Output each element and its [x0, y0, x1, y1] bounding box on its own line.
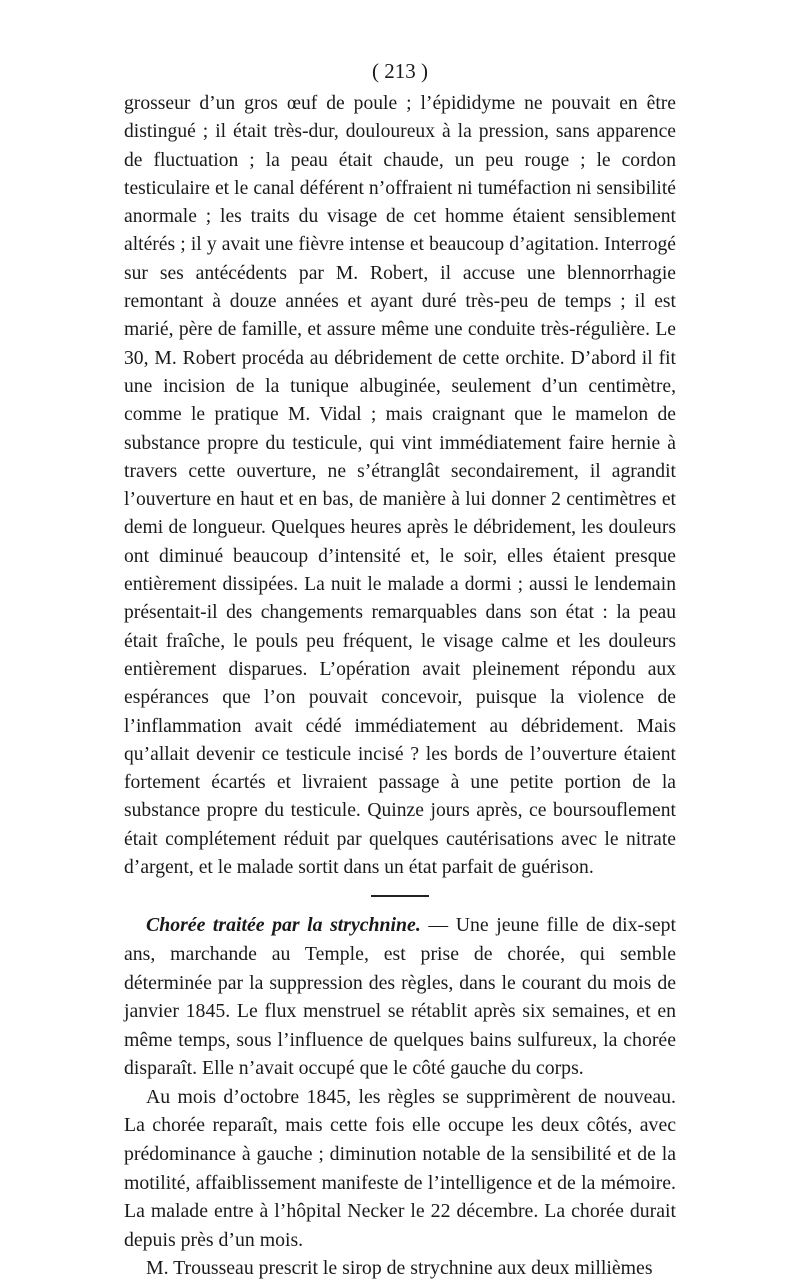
case-continuation-paragraph: grosseur d’un gros œuf de poule ; l’épididyme ne pouvait en être distingué ; il était très-dur, douloureux à la pression, sans apparence de fluctuation ; la peau était chaude, un peu rouge ; le cordon testiculaire et le canal déférent n’offraient ni tuméfaction ni sensibilité anormale ; les traits du visage de cet homme étaient sensiblement altérés ; il y avait une fièvre intense et beaucoup d’agitation. Interrogé sur ses antécédents par M. Robert, il accuse une blennorrhagie remontant à douze années et ayant duré très-peu de temps ; il est marié, père de famille, et assure même une conduite très-régulière. Le 30, M. Robert procéda au débridement de cette orchite. D’abord il fit une incision de la tunique albuginée, seulement d’un centimètre, comme le pratique M. Vidal ; mais craignant que le mamelon de substance propre du testicule, qui vint immédiatement faire hernie à travers cette ouverture, ne s’étranglât secondairement, il agrandit l’ouverture en haut et en bas, de manière à lui donner 2 centimètres et demi de longueur. Quelques heures après le débridement, les douleurs ont diminué beaucoup d’intensité et, le soir, elles étaient presque entièrement dissipées. La nuit le malade a dormi ; aussi le lendemain présentait-il des changements remarquables dans son état : la peau était fraîche, le pouls peu fréquent, le visage calme et les douleurs entièrement disparues. L’opération avait pleinement répondu aux espérances que l’on pouvait concevoir, puisque la violence de l’inflammation avait cédé immédiatement au débridement. Mais qu’allait devenir ce testicule incisé ? les bords de l’ouverture étaient fortement écartés et livraient passage à une petite portion de la substance propre du testicule. Quinze jours après, ce boursouflement était complétement réduit par quelques cautérisations avec le nitrate d’argent, et le malade sortit dans un état parfait de guérison. — [124, 93, 676, 879]
section-intro-text: — Une jeune fille de dix-sept ans, marchande au Temple, est prise de chorée, qui semble déterminée par la suppression des règles, dans le courant du mois de janvier 1845. Le flux menstruel se rétablit après six semaines, et en même temps, sous l’influence de quelques bains sulfureux, la chorée disparaît. Elle n’avait occupé que le côté gauche du corps. — [124, 914, 676, 1080]
section-title: Chorée traitée par la strychnine. — [146, 914, 421, 937]
page-number: ( 213 ) — [372, 59, 428, 83]
chorea-relapse-paragraph: Au mois d’octobre 1845, les règles se supprimèrent de nouveau. La chorée reparaît, mais cette fois elle occupe les deux côtés, avec prédominance à gauche ; diminution notable de la sensibilité et de la motilité, affaiblissement manifeste de l’intelligence et de la mémoire. La malade entre à l’hôpital Necker le 22 décembre. La chorée durait depuis près d’un mois. — [124, 1085, 676, 1251]
chorea-section — [124, 911, 676, 1283]
treatment-paragraph: M. Trousseau prescrit le sirop de strychnine aux deux millièmes — [146, 1257, 653, 1280]
document-page — [124, 56, 676, 1283]
chorea-intro-paragraph — [124, 911, 676, 1083]
section-divider — [371, 895, 429, 897]
